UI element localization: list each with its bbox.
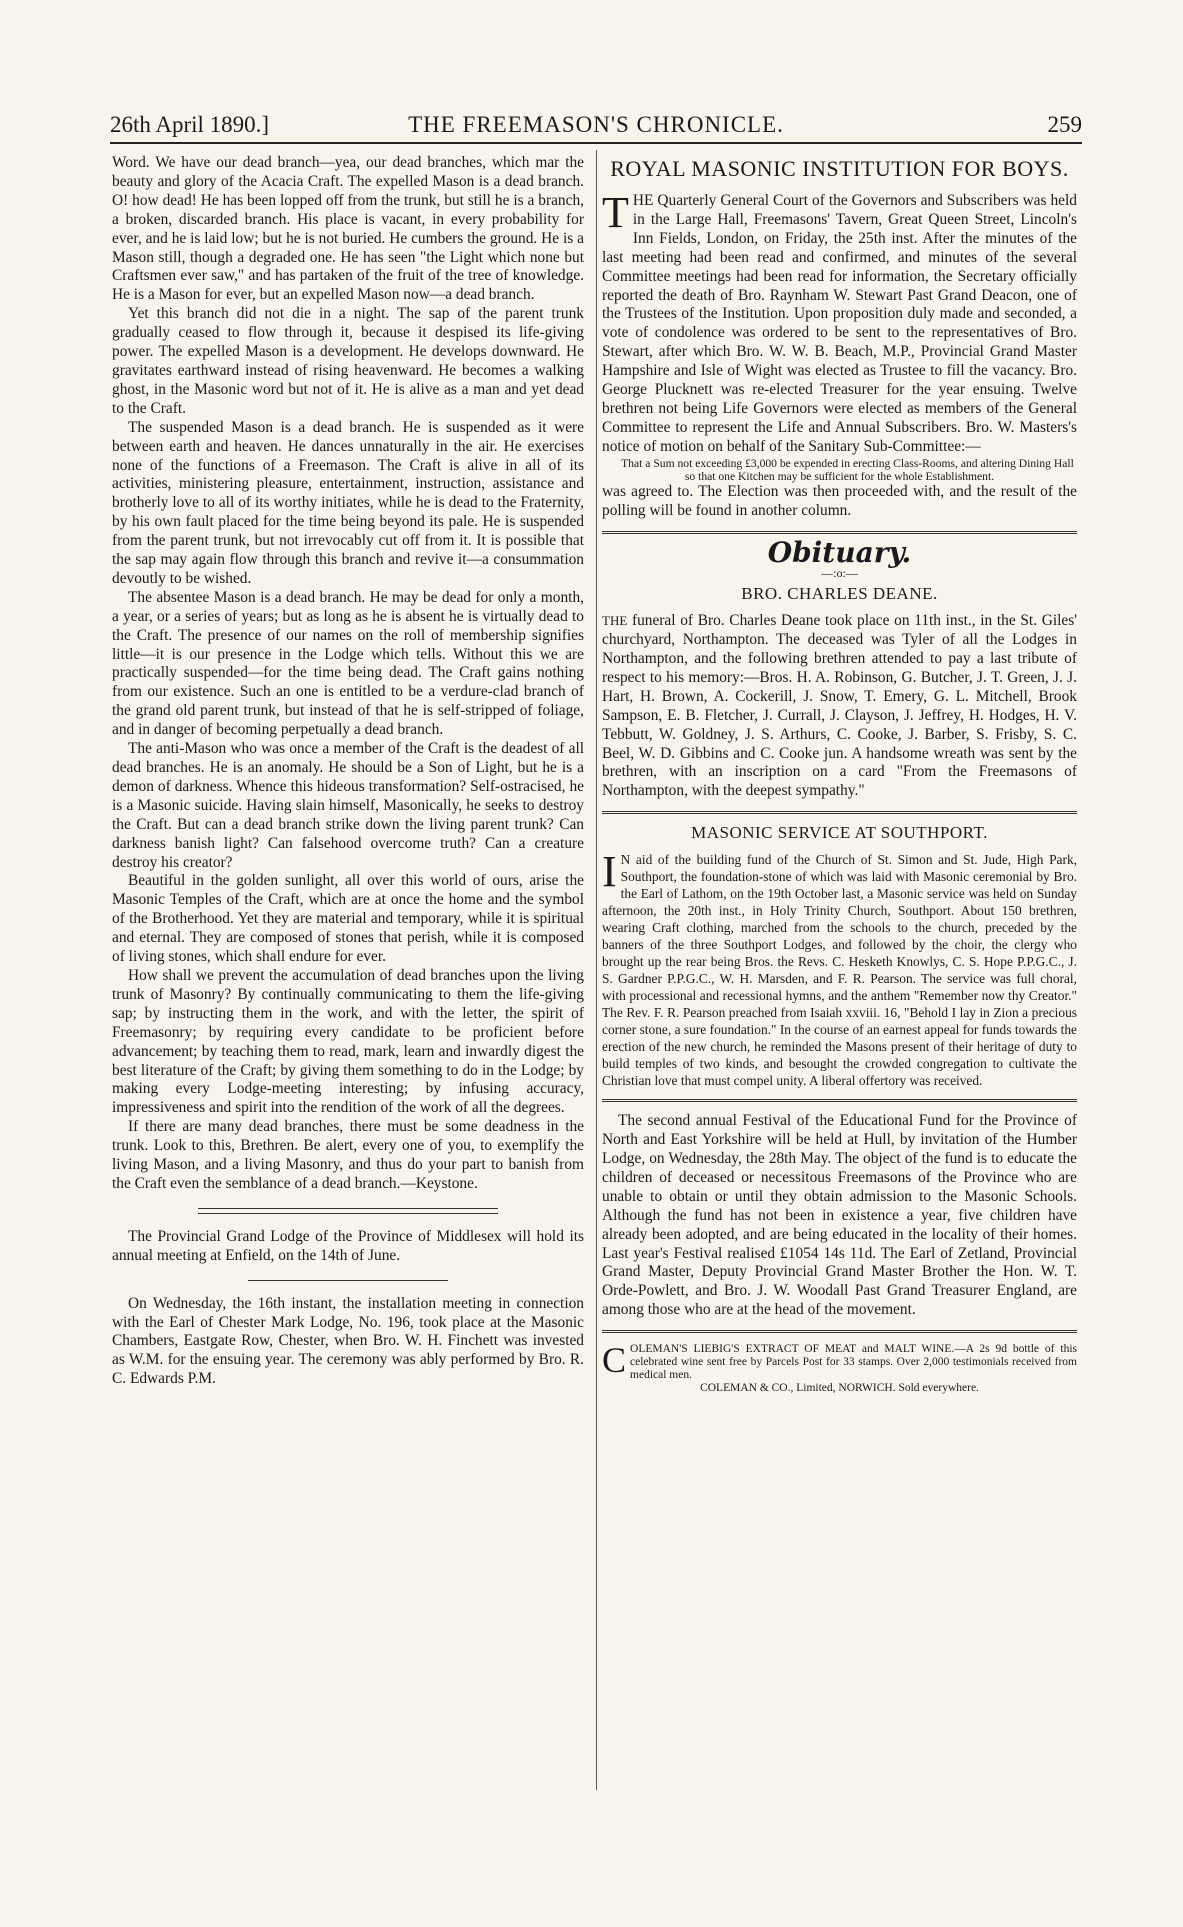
southport-body	[602, 847, 1077, 1089]
section-divider	[198, 1208, 498, 1214]
article-paragraph: Word. We have our dead branch—yea, our dead branches, which mar the beauty and glory of the Acacia Craft. The expelled Mason is a dead branch. O! how dead! He has been lopped off from the trunk, but still he is a branch, a broken, discarded branch. His place is vacant, in every probability for ever, and he is laid low; but he is not buried. He cumbers the ground. He is a Mason still, though a degraded one. He has seen "the Light which none but Craftsmen ever saw," and has partaken of the fruit of the tree of knowledge. He is a Mason for ever, but an expelled Mason now—a dead branch.	[112, 154, 584, 304]
right-column	[602, 154, 1077, 1395]
obituary-text: funeral of Bro. Charles Deane took place on 11th inst., in the St. Giles' churchyard, Northampton. The deceased was Tyler of all the Lodges in Northampton, and the following brethren attended to pay a last tribute of respect to his memory:—Bros. H. A. Robinson, G. Butcher, J. T. Green, J. J. Hart, H. Brown, A. Cockerill, J. Snow, T. Emery, G. L. Mitchell, Brook Sampson, E. B. Fletcher, J. Currall, J. Clayson, J. Jeffrey, H. Hodges, H. V. Tebbutt, W. Goldney, J. S. Arthurs, C. Cooke, J. Barber, S. Frisby, S. C. Beel, W. D. Gibbins and C. Cooke jun. A handsome wreath was sent by the brethren, with an inscription on a card "From the Freemasons of Northampton, with the deepest sympathy."	[602, 612, 1077, 800]
southport-text: N aid of the building fund of the Church of St. Simon and St. Jude, High Park, Southport, the foundation-stone of which was laid with Masonic ceremonial by Bro. the Earl of Lathom, on the 19th October last, a Masonic service was held on Sunday afternoon, the 20th inst., in Holy Trinity Church, Southport. About 150 brethren, wearing Craft clothing, marched from the schools to the church, preceded by the banners of the three Southport Lodges, and followed by the choir, the clergy who brought up the rear being Bros. the Revs. C. Hesketh Knowlys, C. S. Hope P.P.G.C., J. S. Gardner P.P.G.C., W. H. Marsden, and F. R. Pearson. The service was full choral, with processional and recessional hymns, and the anthem "Remember now thy Creator." The Rev. F. R. Pearson preached from Isaiah xxviii. 16, "Behold I lay in Zion a precious corner stone, a sure foundation." In the course of an earnest appeal for funds towards the erection of the new church, he reminded the Masons present of their heritage of duty to build temples of two kinds, and besought the crowded congregation to cultivate the Christian love that must compel unity. A liberal offertory was received.	[602, 852, 1077, 1089]
article-paragraph: The suspended Mason is a dead branch. He is suspended as it were between earth and heaven. He dances unnaturally in the air. He exercises none of the functions of a Freemason. The Craft is alive in all of its activities, ministering pleasure, entertainment, instruction, assistance and brotherly love to all of its worthy initiates, while he is dead to the Fraternity, by his own fault placed for the time being beyond its pale. He is suspended from the parent trunk, but not irrevocably cut off from it. It is possible that the sap may again flow through this branch and revive it—a consummation devoutly to be wished.	[112, 418, 584, 587]
section-divider	[248, 1280, 448, 1281]
article-paragraph: How shall we prevent the accumulation of dead branches upon the living trunk of Masonry? By continually communicating to them the life-giving sap; by instructing them in the work, and with the letter, the spirit of Freemasonry; by requiring every candidate to be proficient before advancement; by teaching them to read, mark, learn and inwardly digest the best literature of the Craft; by giving them something to do in the Lodge; by making every Lodge-meeting interesting; by infusing accuracy, impressiveness and spirit into the rendition of the work of all the degrees.	[112, 966, 584, 1117]
rmib-text: HE Quarterly General Court of the Governors and Subscribers was held in the Large Hall, Freemasons' Tavern, Great Queen Street, Lincoln's Inn Fields, London, on Friday, the 25th inst. After the minutes of the last meeting had been read and confirmed, and minutes of the several Committee meetings had been read for information, the Secretary officially reported the death of Bro. Raynham W. Stewart Past Grand Deacon, one of the Trustees of the Institution. Upon proposition duly made and seconded, a vote of condolence was ordered to be sent to the representatives of Bro. Stewart, after which Bro. W. W. B. Beach, M.P., Provincial Grand Master Hampshire and Isle of Wight was elected as Trustee to fill the vacancy. Bro. George Plucknett was re-elected Treasurer for the year ensuing. Twelve brethren not being Life Governors were elected as members of the General Committee to represent the Life and Annual Subscribers. Bro. W. Masters's notice of motion on behalf of the Sanitary Sub-Committee:—	[602, 192, 1077, 455]
southport-heading: MASONIC SERVICE AT SOUTHPORT.	[691, 823, 988, 843]
obituary-lead-word: THE	[602, 613, 628, 629]
column-divider	[596, 150, 597, 1790]
rmib-closing: was agreed to. The Election was then proceeded with, and the result of the polling will be found in another column.	[602, 482, 1077, 519]
advert-text: OLEMAN'S LIEBIG'S EXTRACT OF MEAT and MALT WINE.—A 2s 9d bottle of this celebrated wine sent free by Parcels Post for 33 stamps. Over 2,000 testimonials received from medical men.	[630, 1343, 1077, 1382]
section-divider	[602, 531, 1077, 534]
advert-footer: COLEMAN & CO., Limited, NORWICH. Sold everywhere.	[700, 1382, 979, 1395]
obituary-subheading: BRO. CHARLES DEANE.	[741, 584, 938, 604]
page-number: 259	[1047, 112, 1082, 137]
article-paragraph: The anti-Mason who was once a member of the Craft is the deadest of all dead branches. He is an anomaly. He should be a Son of Light, but he is a demon of darkness. Whence this hideous transformation? Self-ostracised, he is a Masonic suicide. Having slain himself, Masonically, he seeks to destroy the Craft. But can a dead branch strike down the living parent trunk? Can darkness banish light? Can falsehood overcome truth? Can a creature destroy his creator?	[112, 740, 584, 871]
ornament-separator: —:o:—	[821, 566, 858, 581]
drop-capital: C	[602, 1340, 627, 1381]
obituary-body	[602, 612, 1077, 801]
obituary-heading: Obituary.	[767, 535, 912, 569]
section-divider	[602, 1330, 1077, 1333]
left-column	[112, 154, 584, 1389]
rmib-body	[602, 188, 1077, 457]
section-divider	[602, 811, 1077, 814]
issue-date: 26th April 1890.]	[110, 112, 270, 137]
publication-title: THE FREEMASON'S CHRONICLE.	[408, 112, 784, 137]
article-paragraph: Beautiful in the golden sunlight, all over this world of ours, arise the Masonic Temples of the Craft, which are at once the home and the symbol of the Brotherhood. Yet they are material and temporary, while it is spiritual and eternal. They are composed of stones that perish, while it is composed of living stones, which shall endure for ever.	[112, 872, 584, 966]
rmib-heading: ROYAL MASONIC INSTITUTION FOR BOYS.	[610, 156, 1069, 181]
notice-middlesex: The Provincial Grand Lodge of the Province of Middlesex will hold its annual meeting at Enfield, on the 14th of June.	[112, 1227, 584, 1264]
advertisement	[602, 1340, 1077, 1395]
drop-capital: T	[602, 188, 629, 237]
article-paragraph: If there are many dead branches, there must be some deadness in the trunk. Look to this, Brethren. Be alert, every one of you, to exemplify the living Mason, and a living Masonry, and thus do your part to banish from the Craft even the semblance of a dead branch.—Keystone.	[112, 1118, 584, 1192]
festival-notice: The second annual Festival of the Educational Fund for the Province of North and East Yorkshire will be held at Hull, by invitation of the Humber Lodge, on Wednesday, the 28th May. The object of the fund is to educate the children of deceased or necessitous Freemasons of the Province who are unable to obtain or until they obtain admission to the Masonic Schools. Although the fund has not been in existence a year, five children have already been adopted, and are being educated in the locality of their homes. Last year's Festival realised £1054 14s 11d. The Earl of Zetland, Provincial Grand Master, Deputy Provincial Grand Master Brother the Hon. W. T. Orde-Powlett, and Bro. J. W. Woodall Past Grand Treasurer England, are among those who are at the head of the movement.	[602, 1112, 1077, 1319]
article-paragraph: Yet this branch did not die in a night. The sap of the parent trunk gradually ceased to flow through it, because it despised its life-giving power. The expelled Mason is a development. He develops downward. He gravitates earthward instead of rising heavenward. He becomes a walking ghost, in the Masonic word but not of it. He is alive as a man and yet dead to the Craft.	[112, 305, 584, 417]
rmib-motion: That a Sum not exceeding £3,000 be expended in erecting Class-Rooms, and altering Dining Hall so that one Kitchen may be sufficient for the whole Establishment.	[621, 456, 1074, 483]
article-paragraph: The absentee Mason is a dead branch. He may be dead for only a month, a year, or a series of years; but as long as he is absent he is virtually dead to the Craft. The presence of our names on the roll of membership signifies little—it is our presence in the Lodge which tells. Without this we are practically suspended—for the time being dead. The Craft gains nothing from our existence. Such an one is entitled to be a verdure-clad branch of the grand old parent trunk, but instead of that he is self-stripped of foliage, and in danger of becoming perpetually a dead branch.	[112, 588, 584, 739]
drop-capital: I	[602, 847, 617, 897]
section-divider	[602, 1099, 1077, 1102]
page-header	[110, 108, 1082, 142]
header-rule	[110, 142, 1082, 144]
notice-chester: On Wednesday, the 16th instant, the installation meeting in connection with the Earl of Chester Mark Lodge, No. 196, took place at the Masonic Chambers, Eastgate Row, Chester, when Bro. W. H. Finchett was invested as W.M. for the ensuing year. The ceremony was ably performed by Bro. R. C. Edwards P.M.	[112, 1294, 584, 1388]
